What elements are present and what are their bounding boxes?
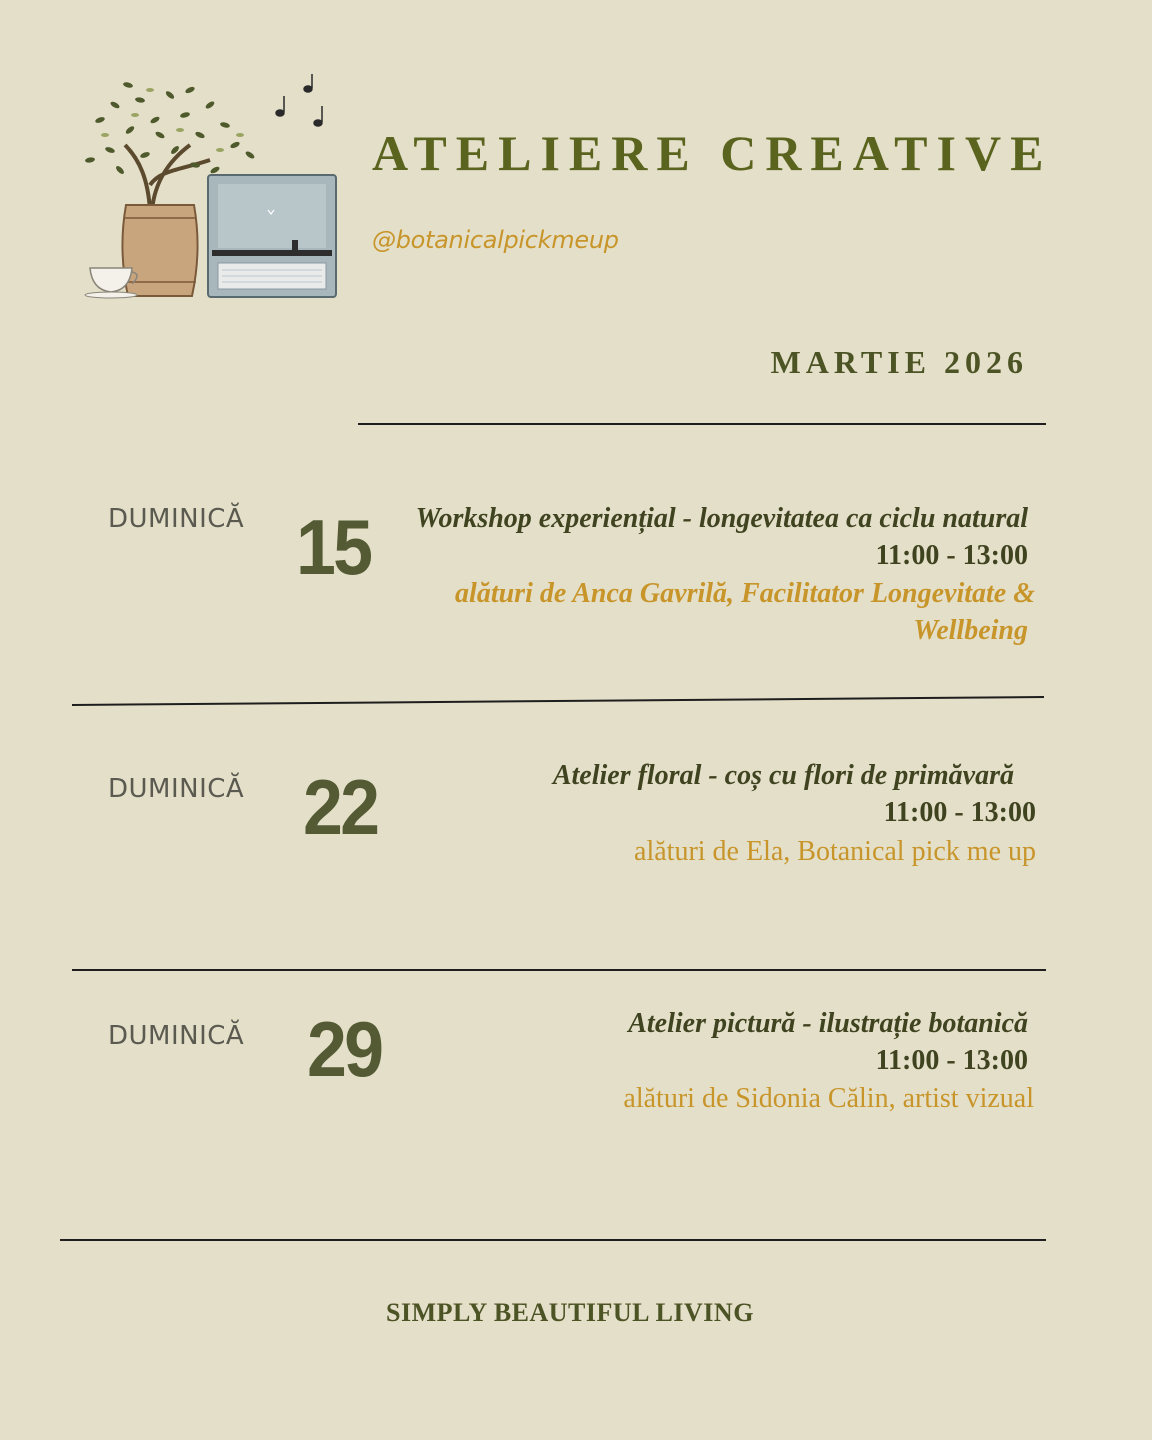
header-illustration: [40, 60, 360, 320]
event-title: Atelier pictură - ilustrație botanică: [628, 1008, 1028, 1039]
event-time: 11:00 - 13:00: [875, 1045, 1028, 1076]
month-heading: MARTIE 2026: [770, 344, 1028, 380]
event-title: Atelier floral - coș cu flori de primăvară: [552, 760, 1014, 791]
event-title: Workshop experiențial - longevitatea ca ciclu natural: [415, 503, 1028, 534]
page-title: ATELIERE CREATIVE: [372, 125, 1053, 181]
event-day-number: 29: [307, 1005, 382, 1093]
event-day-name: DUMINICĂ: [108, 1021, 245, 1051]
divider: [358, 423, 1046, 425]
event-day-name: DUMINICĂ: [108, 504, 245, 534]
event-host: alături de Ela, Botanical pick me up: [634, 836, 1036, 867]
divider: [72, 694, 1046, 708]
event-host: alături de Anca Gavrilă, Facilitator Longevitate &: [455, 578, 1035, 609]
divider: [72, 969, 1046, 971]
event-time: 11:00 - 13:00: [883, 797, 1036, 828]
event-host-continued: Wellbeing: [913, 615, 1028, 646]
music-notes-icon: [276, 74, 322, 126]
event-day-number: 15: [296, 503, 371, 591]
event-time: 11:00 - 13:00: [875, 540, 1028, 571]
event-day-number: 22: [303, 763, 378, 851]
record-player-icon: [208, 175, 336, 297]
divider: [60, 1239, 1046, 1241]
event-host: alături de Sidonia Călin, artist vizual: [623, 1083, 1034, 1114]
event-day-name: DUMINICĂ: [108, 774, 245, 804]
footer-tagline: SIMPLY BEAUTIFUL LIVING: [386, 1298, 754, 1327]
social-handle[interactable]: @botanicalpickmeup: [372, 226, 619, 254]
